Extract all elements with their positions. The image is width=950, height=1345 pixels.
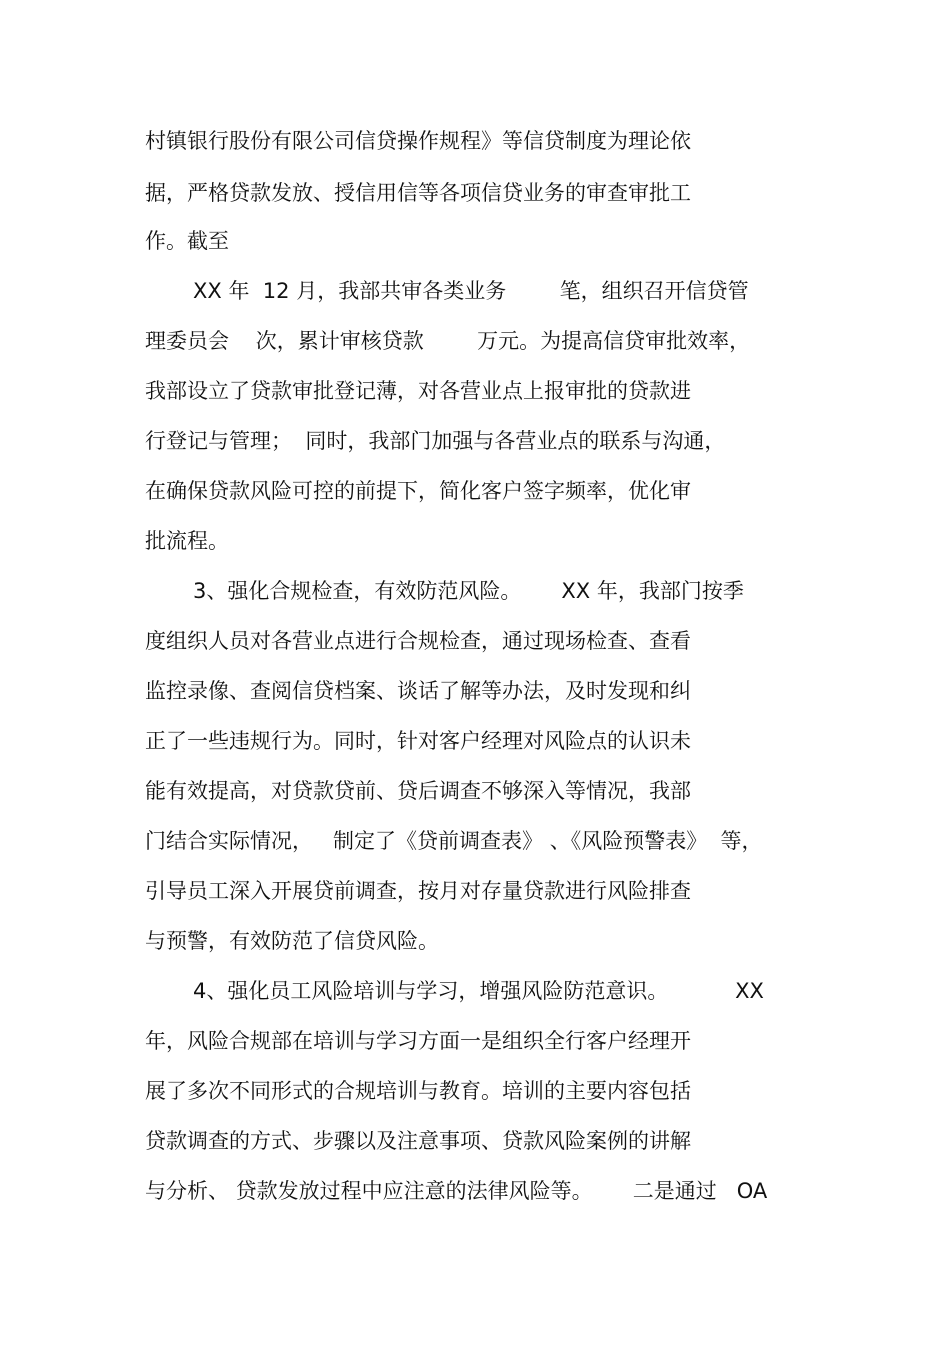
text-line: 年，风险合规部在培训与学习方面一是组织全行客户经理开	[145, 1029, 691, 1053]
text-line: 度组织人员对各营业点进行合规检查，通过现场检查、查看	[145, 629, 691, 653]
text-line: 与预警，有效防范了信贷风险。	[145, 929, 439, 953]
text-line: 引导员工深入开展贷前调查，按月对存量贷款进行风险排查	[145, 879, 691, 903]
text-line: 据，严格贷款发放、授信用信等各项信贷业务的审查审批工	[145, 181, 691, 205]
text-line: 行登记与管理； 同时，我部门加强与各营业点的联系与沟通，	[145, 429, 726, 453]
paragraph-start-line: 4、强化员工风险培训与学习，增强风险防范意识。 XX	[193, 979, 764, 1003]
paragraph-start-line: 3、强化合规检查，有效防范风险。 XX 年，我部门按季	[193, 579, 744, 603]
text-line: 展了多次不同形式的合规培训与教育。培训的主要内容包括	[145, 1079, 691, 1103]
text-line: 与分析、 贷款发放过程中应注意的法律风险等。 二是通过 OA	[145, 1179, 768, 1203]
text-line: 批流程。	[145, 529, 229, 553]
text-line: 理委员会 次，累计审核贷款 万元。为提高信贷审批效率，	[145, 329, 751, 353]
text-line: 正了一些违规行为。同时，针对客户经理对风险点的认识未	[145, 729, 691, 753]
text-line: 我部设立了贷款审批登记薄，对各营业点上报审批的贷款进	[145, 379, 691, 403]
text-line: 能有效提高，对贷款贷前、贷后调查不够深入等情况，我部	[145, 779, 691, 803]
text-line: 作。截至	[145, 229, 229, 253]
paragraph-start-line: XX 年 12 月，我部共审各类业务 笔，组织召开信贷管	[193, 279, 749, 303]
text-line: 门结合实际情况， 制定了《贷前调查表》 、《风险预警表》 等，	[145, 829, 763, 853]
text-line: 村镇银行股份有限公司信贷操作规程》等信贷制度为理论依	[145, 129, 691, 153]
text-line: 贷款调查的方式、步骤以及注意事项、贷款风险案例的讲解	[145, 1129, 691, 1153]
text-line: 在确保贷款风险可控的前提下，简化客户签字频率，优化审	[145, 479, 691, 503]
text-line: 监控录像、查阅信贷档案、谈话了解等办法，及时发现和纠	[145, 679, 691, 703]
